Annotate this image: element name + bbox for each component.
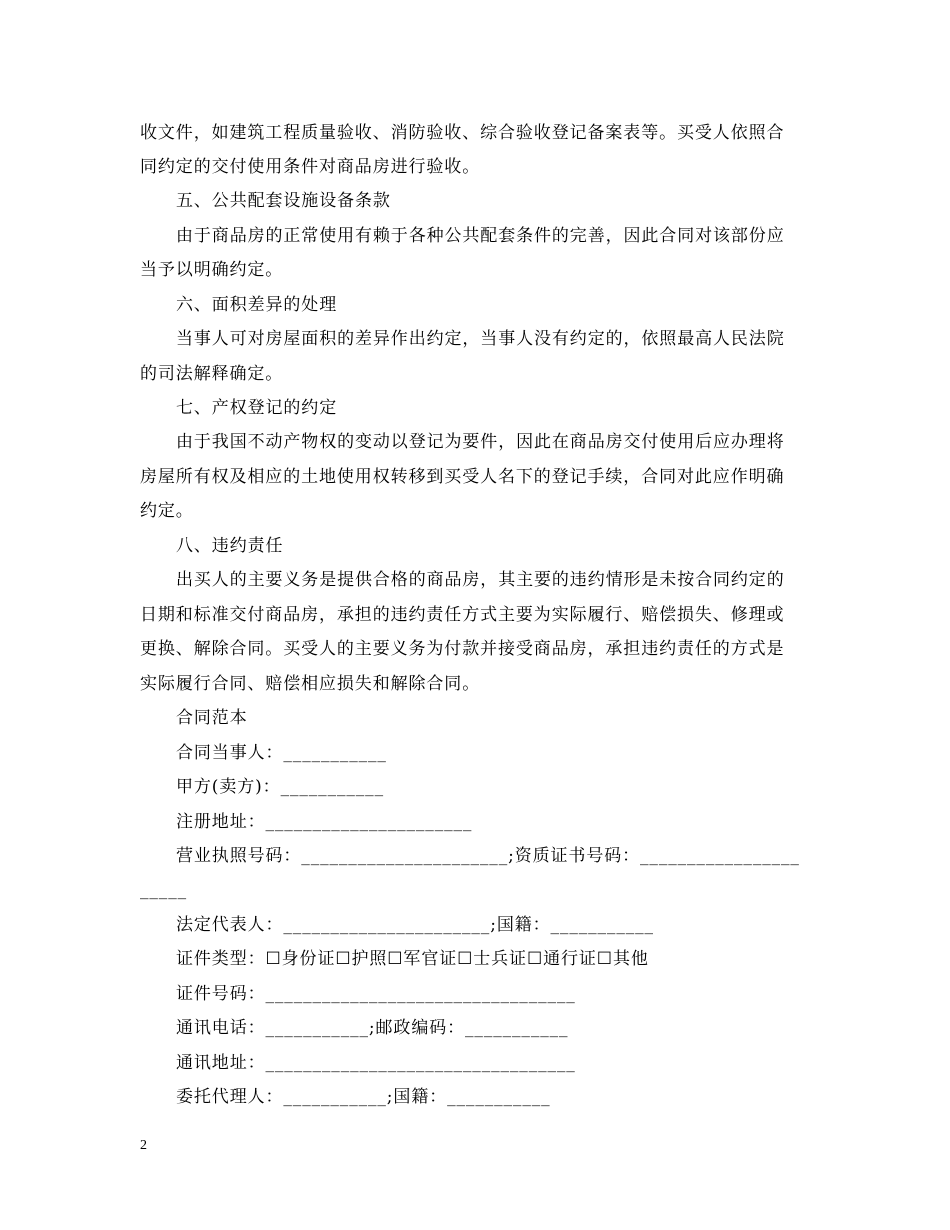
section-heading: 五、公共配套设施设备条款 <box>176 191 391 211</box>
text-line: 实际履行合同、赔偿相应损失和解除合同。 <box>140 674 481 694</box>
text-line: 当事人可对房屋面积的差异作出约定，当事人没有约定的，依照最高人民法院 <box>176 329 785 349</box>
form-field-phone: 通讯电话：___________;邮政编码：___________ <box>176 1018 569 1038</box>
text-line: 由于我国不动产物权的变动以登记为要件，因此在商品房交付使用后应办理将 <box>176 432 785 452</box>
text-line: 日期和标准交付商品房，承担的违约责任方式主要为实际履行、赔偿损失、修理或 <box>140 605 785 625</box>
section-heading: 七、产权登记的约定 <box>176 398 338 418</box>
form-field-id-type: 证件类型：☐身份证☐护照☐军官证☐士兵证☐通行证☐其他 <box>176 949 649 969</box>
text-line: 约定。 <box>140 501 194 521</box>
text-line: 收文件，如建筑工程质量验收、消防验收、综合验收登记备案表等。买受人依照合 <box>140 123 785 143</box>
page-number: 2 <box>140 1138 147 1153</box>
text-line: 出买人的主要义务是提供合格的商品房，其主要的违约情形是未按合同约定的 <box>176 570 785 590</box>
form-field-license-cont: _____ <box>140 880 187 900</box>
text-line: 更换、解除合同。买受人的主要义务为付款并接受商品房，承担违约责任的方式是 <box>140 639 785 659</box>
text-line: 当予以明确约定。 <box>140 260 284 280</box>
text-line: 同约定的交付使用条件对商品房进行验收。 <box>140 157 481 177</box>
section-heading: 六、面积差异的处理 <box>176 295 338 315</box>
form-field-seller: 甲方(卖方)：___________ <box>176 777 384 797</box>
form-field-license: 营业执照号码：______________________;资质证书号码：_________________ <box>176 846 800 866</box>
form-field-id-number: 证件号码：_________________________________ <box>176 984 576 1004</box>
section-heading: 合同范本 <box>176 708 248 728</box>
form-field-agent: 委托代理人：___________;国籍：___________ <box>176 1087 551 1107</box>
form-field-legal-rep: 法定代表人：______________________;国籍：___________ <box>176 915 654 935</box>
text-line: 由于商品房的正常使用有赖于各种公共配套条件的完善，因此合同对该部份应 <box>176 226 785 246</box>
form-field-mail-address: 通讯地址：_________________________________ <box>176 1053 576 1073</box>
text-line: 的司法解释确定。 <box>140 364 284 384</box>
text-line: 房屋所有权及相应的土地使用权转移到买受人名下的登记手续，合同对此应作明确 <box>140 467 785 487</box>
form-field-address: 注册地址：______________________ <box>176 812 473 832</box>
section-heading: 八、违约责任 <box>176 536 284 556</box>
form-field-party: 合同当事人：___________ <box>176 743 387 763</box>
